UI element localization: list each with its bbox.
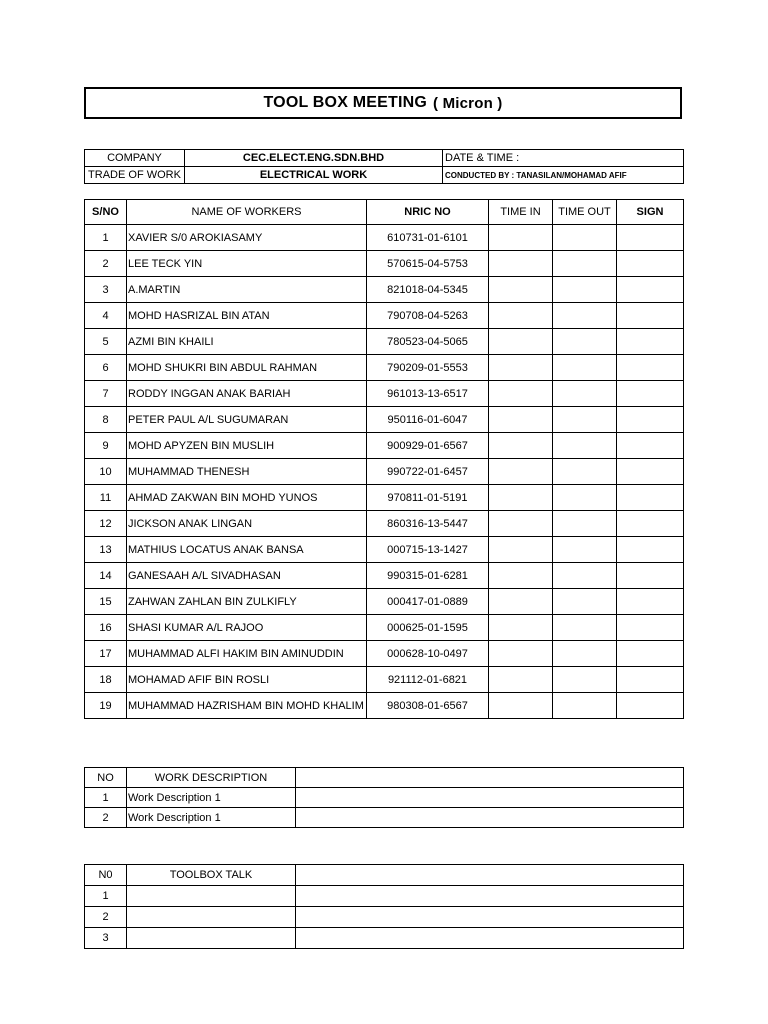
header-sign: SIGN [617,200,684,225]
time-out-cell[interactable] [553,459,617,485]
table-row [85,407,684,433]
worker-sno: 4 [85,303,127,329]
time-in-cell[interactable] [489,355,553,381]
worker-sno: 8 [85,407,127,433]
worker-name: MOHD SHUKRI BIN ABDUL RAHMAN [127,355,367,381]
worker-sno: 15 [85,589,127,615]
work-description-table [84,767,684,828]
worker-sno: 6 [85,355,127,381]
info-row-company [85,150,684,167]
workers-body [85,225,684,719]
worker-sno: 18 [85,667,127,693]
table-row [85,667,684,693]
sign-cell[interactable] [617,459,684,485]
worker-name: MOHD APYZEN BIN MUSLIH [127,433,367,459]
sign-cell[interactable] [617,225,684,251]
time-in-cell[interactable] [489,485,553,511]
worker-sno: 17 [85,641,127,667]
worker-sno: 12 [85,511,127,537]
time-out-cell[interactable] [553,563,617,589]
table-row [85,808,684,828]
worker-name: JICKSON ANAK LINGAN [127,511,367,537]
time-in-cell[interactable] [489,225,553,251]
table-row [85,641,684,667]
time-in-cell[interactable] [489,615,553,641]
company-label: COMPANY [85,150,185,167]
table-row [85,907,684,928]
table-row [85,329,684,355]
time-out-cell[interactable] [553,329,617,355]
date-time-field[interactable]: DATE & TIME : [443,150,684,167]
table-row [85,381,684,407]
worker-sno: 10 [85,459,127,485]
time-in-cell[interactable] [489,433,553,459]
time-in-cell[interactable] [489,563,553,589]
time-out-cell[interactable] [553,381,617,407]
worker-nric: 860316-13-5447 [367,511,489,537]
worker-sno: 13 [85,537,127,563]
worker-sno: 5 [85,329,127,355]
worker-nric: 570615-04-5753 [367,251,489,277]
table-row [85,563,684,589]
time-out-cell[interactable] [553,537,617,563]
time-out-cell[interactable] [553,303,617,329]
header-no: N0 [85,865,127,886]
worker-nric: 000628-10-0497 [367,641,489,667]
table-row [85,355,684,381]
worker-nric: 780523-04-5065 [367,329,489,355]
header-work-description: WORK DESCRIPTION [127,768,296,788]
table-row [85,459,684,485]
worker-name: LEE TECK YIN [127,251,367,277]
worker-sno: 16 [85,615,127,641]
time-in-cell[interactable] [489,641,553,667]
title-sub: ( Micron ) [433,94,503,112]
time-in-cell[interactable] [489,251,553,277]
worker-name: MUHAMMAD HAZRISHAM BIN MOHD KHALIM [127,693,367,719]
blank-cell[interactable] [296,788,684,808]
time-out-cell[interactable] [553,667,617,693]
header-blank [296,865,684,886]
worker-sno: 14 [85,563,127,589]
workers-table [84,199,684,719]
worker-nric: 790209-01-5553 [367,355,489,381]
table-row [85,537,684,563]
workers-header-row [85,200,684,225]
worker-name: RODDY INGGAN ANAK BARIAH [127,381,367,407]
table-row [85,928,684,949]
time-out-cell[interactable] [553,355,617,381]
header-sno: S/NO [85,200,127,225]
table-row [85,589,684,615]
worker-nric: 000417-01-0889 [367,589,489,615]
table-row [85,615,684,641]
sign-cell[interactable] [617,251,684,277]
sign-cell[interactable] [617,277,684,303]
time-out-cell[interactable] [553,433,617,459]
time-out-cell[interactable] [553,277,617,303]
conducted-by-field[interactable]: CONDUCTED BY : TANASILAN/MOHAMAD AFIF [443,167,684,184]
worker-name: GANESAAH A/L SIVADHASAN [127,563,367,589]
worker-sno: 2 [85,251,127,277]
sign-cell[interactable] [617,381,684,407]
worker-name: MOHAMAD AFIF BIN ROSLI [127,667,367,693]
worker-name: MOHD HASRIZAL BIN ATAN [127,303,367,329]
time-in-cell[interactable] [489,277,553,303]
header-name: NAME OF WORKERS [127,200,367,225]
table-row [85,277,684,303]
info-row-trade [85,167,684,184]
worker-sno: 7 [85,381,127,407]
work-description-cell[interactable]: Work Description 1 [127,788,296,808]
time-in-cell[interactable] [489,329,553,355]
worker-nric: 821018-04-5345 [367,277,489,303]
table-row [85,303,684,329]
sign-cell[interactable] [617,563,684,589]
time-out-cell[interactable] [553,615,617,641]
row-no: 2 [85,907,127,928]
header-time-in: TIME IN [489,200,553,225]
row-no: 3 [85,928,127,949]
worker-sno: 3 [85,277,127,303]
table-row [85,886,684,907]
table-row [85,251,684,277]
row-no: 1 [85,788,127,808]
time-out-cell[interactable] [553,485,617,511]
time-out-cell[interactable] [553,641,617,667]
sign-cell[interactable] [617,641,684,667]
sign-cell[interactable] [617,329,684,355]
blank-cell[interactable] [296,928,684,949]
time-in-cell[interactable] [489,381,553,407]
table-row [85,511,684,537]
company-value[interactable]: CEC.ELECT.ENG.SDN.BHD [185,150,443,167]
sign-cell[interactable] [617,667,684,693]
worker-sno: 1 [85,225,127,251]
worker-nric: 921112-01-6821 [367,667,489,693]
blank-cell[interactable] [296,886,684,907]
worker-nric: 610731-01-6101 [367,225,489,251]
table-row [85,225,684,251]
sign-cell[interactable] [617,485,684,511]
worker-nric: 900929-01-6567 [367,433,489,459]
worker-name: A.MARTIN [127,277,367,303]
sign-cell[interactable] [617,433,684,459]
worker-nric: 990315-01-6281 [367,563,489,589]
sign-cell[interactable] [617,511,684,537]
header-toolbox-talk: TOOLBOX TALK [127,865,296,886]
table-row [85,788,684,808]
trade-value[interactable]: ELECTRICAL WORK [185,167,443,184]
time-out-cell[interactable] [553,589,617,615]
header-blank [296,768,684,788]
header-no: NO [85,768,127,788]
worker-nric: 950116-01-6047 [367,407,489,433]
table-row [85,693,684,719]
toolbox-talk-table [84,864,684,949]
sign-cell[interactable] [617,537,684,563]
time-in-cell[interactable] [489,667,553,693]
worker-nric: 980308-01-6567 [367,693,489,719]
trade-label: TRADE OF WORK [85,167,185,184]
time-in-cell[interactable] [489,303,553,329]
worker-name: AHMAD ZAKWAN BIN MOHD YUNOS [127,485,367,511]
sign-cell[interactable] [617,693,684,719]
work-description-cell[interactable]: Work Description 1 [127,808,296,828]
row-no: 2 [85,808,127,828]
time-in-cell[interactable] [489,407,553,433]
sign-cell[interactable] [617,407,684,433]
time-in-cell[interactable] [489,589,553,615]
worker-name: ZAHWAN ZAHLAN BIN ZULKIFLY [127,589,367,615]
worker-nric: 970811-01-5191 [367,485,489,511]
time-in-cell[interactable] [489,459,553,485]
sign-cell[interactable] [617,355,684,381]
time-out-cell[interactable] [553,251,617,277]
sign-cell[interactable] [617,615,684,641]
blank-cell[interactable] [296,907,684,928]
toolbox-talk-cell[interactable] [127,886,296,907]
info-table [84,149,684,184]
time-in-cell[interactable] [489,693,553,719]
worker-nric: 000715-13-1427 [367,537,489,563]
toolbox-talk-cell[interactable] [127,907,296,928]
worker-sno: 9 [85,433,127,459]
toolbox-talk-cell[interactable] [127,928,296,949]
sign-cell[interactable] [617,303,684,329]
sign-cell[interactable] [617,589,684,615]
worker-nric: 000625-01-1595 [367,615,489,641]
time-out-cell[interactable] [553,511,617,537]
worker-nric: 961013-13-6517 [367,381,489,407]
row-no: 1 [85,886,127,907]
header-time-out: TIME OUT [553,200,617,225]
time-in-cell[interactable] [489,511,553,537]
time-out-cell[interactable] [553,407,617,433]
time-out-cell[interactable] [553,225,617,251]
worker-nric: 990722-01-6457 [367,459,489,485]
worker-sno: 19 [85,693,127,719]
worker-name: XAVIER S/0 AROKIASAMY [127,225,367,251]
worker-nric: 790708-04-5263 [367,303,489,329]
worker-name: MATHIUS LOCATUS ANAK BANSA [127,537,367,563]
blank-cell[interactable] [296,808,684,828]
worker-name: SHASI KUMAR A/L RAJOO [127,615,367,641]
toolbox-talk-header-row [85,865,684,886]
work-description-header-row [85,768,684,788]
time-in-cell[interactable] [489,537,553,563]
worker-name: PETER PAUL A/L SUGUMARAN [127,407,367,433]
worker-sno: 11 [85,485,127,511]
worker-name: MUHAMMAD THENESH [127,459,367,485]
document-title [84,87,682,119]
time-out-cell[interactable] [553,693,617,719]
header-nric: NRIC NO [367,200,489,225]
table-row [85,485,684,511]
table-row [85,433,684,459]
title-main: TOOL BOX MEETING [263,94,427,111]
worker-name: MUHAMMAD ALFI HAKIM BIN AMINUDDIN [127,641,367,667]
worker-name: AZMI BIN KHAILI [127,329,367,355]
